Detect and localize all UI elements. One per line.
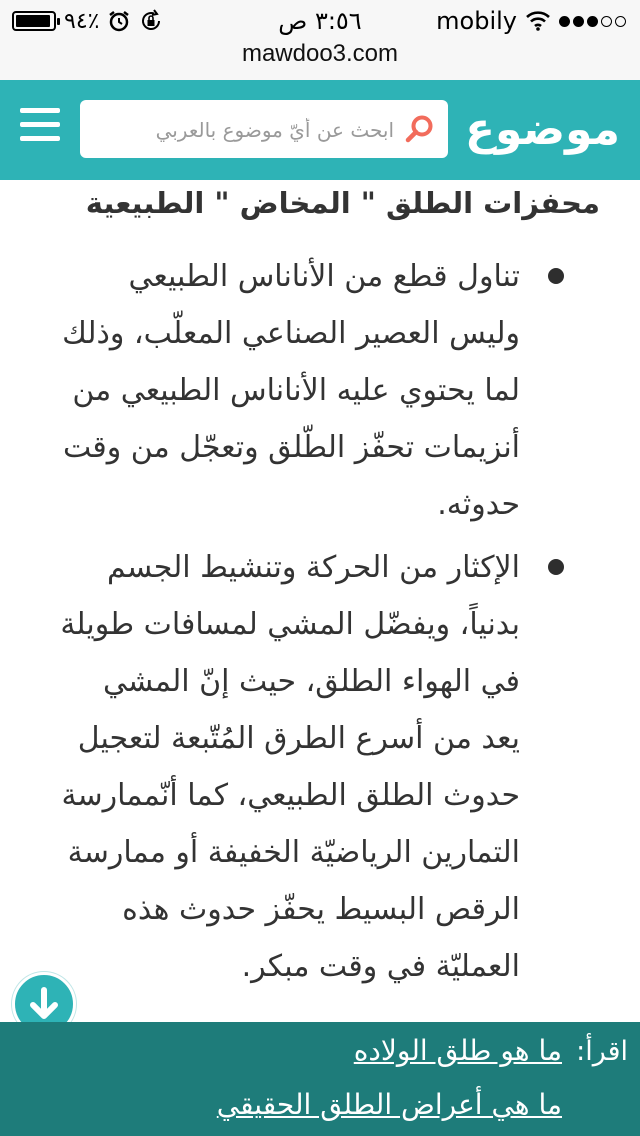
browser-chrome [0,0,640,81]
battery-percent: ٩٤٪ [64,8,100,34]
list-item [0,248,640,533]
wifi-icon [525,10,551,32]
signal-strength-icon [559,16,626,27]
search-box[interactable] [80,100,448,158]
site-header [0,80,640,180]
related-articles-bar [0,1022,640,1136]
related-label: اقرأ: [576,1036,628,1067]
related-link-2[interactable]: ما هي أعراض الطلق الحقيقي [216,1088,562,1121]
search-input[interactable] [92,100,396,160]
bullet-icon [548,268,564,284]
article-content [0,180,640,1020]
related-link-1[interactable]: ما هو طلق الولاده [353,1034,562,1067]
list-item-text: تناول قطع من الأناناس الطبيعي وليس العصير الصناعي المعلّب، وذلك لما يحتوي عليه الأناناس الطبيعي من أنزيمات تحفّز الطّلق وتعجّل من وقت حدوثه. [62,259,520,522]
search-icon[interactable] [404,114,434,144]
site-logo[interactable]: موضوع [465,104,620,155]
list-item-text: الإكثار من الحركة وتنشيط الجسم بدنياً، ويفضّل المشي لمسافات طويلة في الهواء الطلق، حيث إنّ المشي يعد من أسرع الطرق المُتّبعة لتعجيل حدوث الطلق الطبيعي، كما أنّممارسة التمارين الرياضيّة الخفيفة أو ممارسة الرقص البسيط يحفّز حدوث هذه العمليّة في وقت مبكر. [60,550,520,984]
address-bar-url[interactable]: mawdoo3.com [241,40,399,67]
bullet-list [0,248,640,1001]
hamburger-icon[interactable] [20,108,60,148]
carrier-name: mobily [436,7,517,35]
status-right-group [436,6,626,36]
section-title: محفزات الطلق " المخاض " الطبيعية [85,186,600,220]
status-time: ٣:٥٦ ص [278,7,362,35]
status-bar [0,6,640,36]
bullet-icon [548,559,564,575]
list-item [0,539,640,995]
